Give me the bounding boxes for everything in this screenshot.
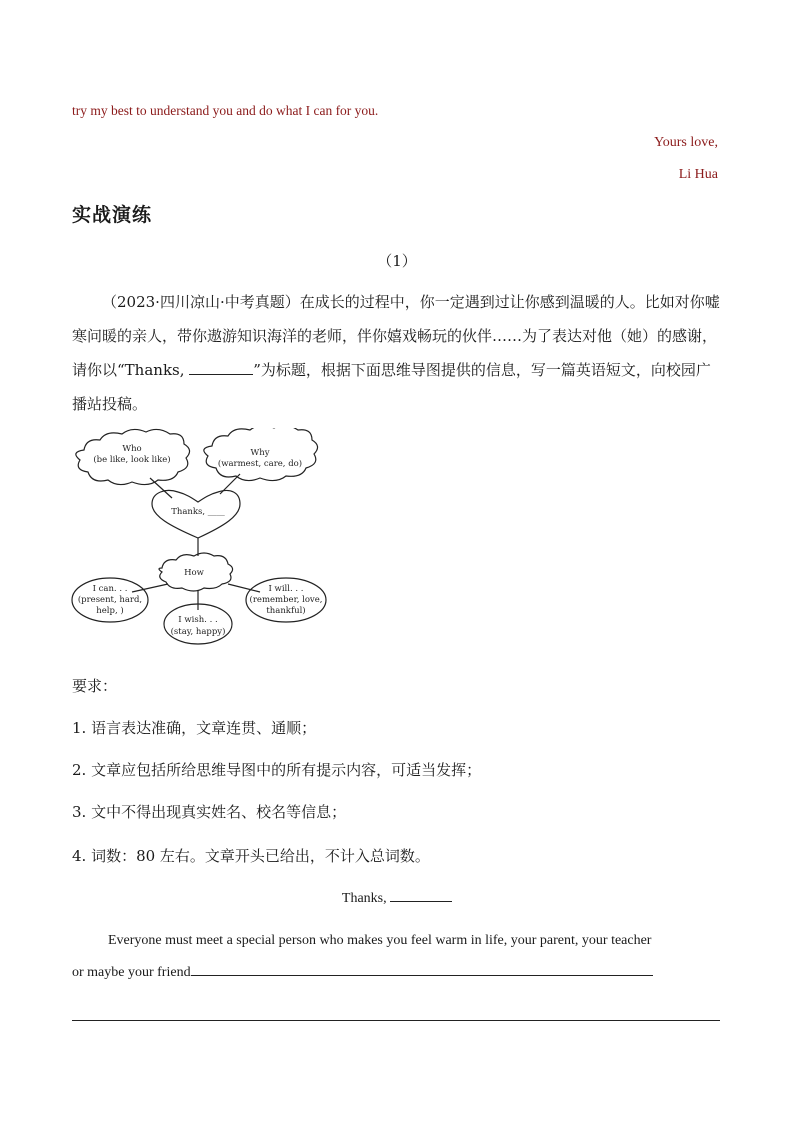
essay-opening-line1: Everyone must meet a special person who makes you feel warm in life, your parent, your teacher [108,933,652,948]
can-hint1: (present, hard, [77,595,143,605]
essay-opening-line2: or maybe your friend [72,965,191,980]
wish-hint: (stay, happy) [170,627,226,637]
essay-opening-line2-wrap [72,957,720,989]
why-title: Why [250,448,270,458]
requirements-heading: 要求： [72,677,118,695]
who-title: Who [122,444,142,454]
requirement-item: 4. 词数：80 左右。文章开头已给出，不计入总词数。 [72,847,430,865]
will-connector [228,584,260,592]
prompt-part1: （2023·四川凉山·中考真题）在成长的过程中，你一定遇到过让你感到温暖的人。比如对你嘘寒问暖的亲人，带你遨游知识海洋的老师，伴你嬉戏畅玩的伙伴……为了表达对他（她）的感谢，请你以“Thanks, [72,293,720,379]
heart-label: Thanks, ____ [171,507,225,517]
answer-line[interactable] [72,1019,720,1021]
letter-sign-off: Yours love, [654,135,718,150]
essay-title-blank[interactable] [390,887,452,902]
will-hint1: (remember, love, [249,595,323,605]
who-connector [150,478,172,498]
how-label: How [184,568,204,578]
letter-closing-line: try my best to understand you and do what I can for you. [72,103,379,118]
mind-map [70,428,332,650]
title-blank [189,360,253,375]
can-title: I can. . . [92,584,128,594]
requirement-item: 3. 文中不得出现真实姓名、校名等信息； [72,803,347,821]
who-hint: (be like, look like) [93,455,171,465]
essay-title-text: Thanks, [341,891,391,906]
requirement-item: 1. 语言表达准确，文章连贯、通顺； [72,719,317,737]
will-title: I will. . . [268,584,304,594]
requirement-item: 2. 文章应包括所给思维导图中的所有提示内容，可适当发挥； [72,761,482,779]
question-number: （1） [377,252,417,270]
will-hint2: thankful) [266,606,306,616]
answer-line[interactable] [191,961,653,976]
prompt-part2: ”为标题，根据下面思维导图提供的信息，写一篇英语短文，向校园广播站投稿。 [72,361,711,413]
question-prompt [72,285,722,421]
wish-title: I wish. . . [178,615,218,625]
why-hint: (warmest, care, do) [217,459,303,469]
section-title: 实战演练 [72,204,153,226]
letter-signature: Li Hua [678,167,718,182]
essay-title [0,887,794,907]
essay-opening [72,925,720,989]
can-hint2: help, ) [96,606,124,616]
